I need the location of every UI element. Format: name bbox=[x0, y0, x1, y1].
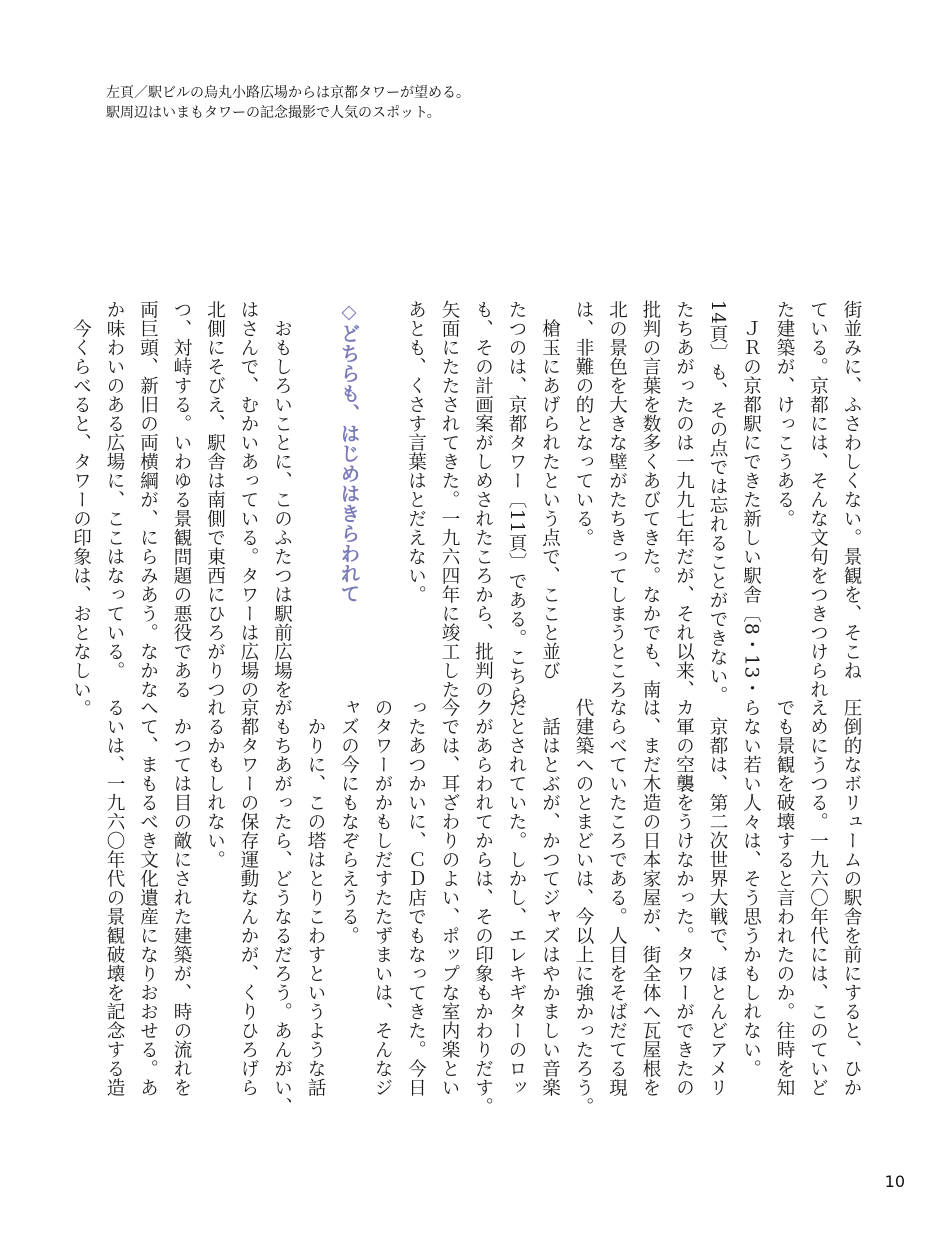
text-column: おもしろいことに、このふたつは駅前広場を bbox=[271, 318, 293, 699]
text-column: たちあがったのは一九九七年だが、それ以来、 bbox=[673, 300, 695, 699]
text-column: ている。京都には、そんな文句をつきつけられ bbox=[807, 300, 829, 699]
text-column: 矢面にたたされてきた。一九六四年に竣工した bbox=[439, 300, 460, 699]
caption-line: 左頁／駅ビルの烏丸小路広場からは京都タワーが望める。 bbox=[106, 85, 470, 101]
text-column: 北側にそびえ、駅舎は南側で東西にひろがりつ bbox=[204, 300, 226, 699]
text-column: 街並みに、ふさわしくない。景観を、そこね bbox=[841, 300, 862, 680]
text-column: るいは、一九六〇年代の景観破壊を記念する造 bbox=[104, 698, 125, 1097]
text-column: らない若い人々は、そう思うかもしれない。 bbox=[740, 698, 762, 1078]
text-column: のタワーがかもしだすたたずまいは、そんなジ bbox=[372, 698, 393, 1097]
text-column: クがあらわれてからは、その印象もかわりだす。 bbox=[472, 698, 494, 1116]
text-column: 代建築へのとまどいは、今以上に強かったろう。 bbox=[573, 698, 594, 1116]
text-column: 話はとぶが、かつてジャズはやかましい音楽 bbox=[539, 716, 561, 1097]
text-column: 両巨頭、新旧の両横綱が、にらみあう。なかな bbox=[137, 300, 159, 699]
text-column: 京都は、第二次世界大戦で、ほとんどアメリ bbox=[707, 716, 728, 1097]
photo-caption bbox=[106, 83, 806, 123]
text-column: 今くらべると、タワーの印象は、おとなしい。 bbox=[70, 318, 92, 718]
caption-line: 駅周辺はいまもタワーの記念撮影で人気のスポット。 bbox=[106, 105, 441, 121]
text-column: ＪＲの京都駅にできた新しい駅舎〔8・13・ bbox=[740, 318, 762, 698]
section-heading: ◇どちらも、はじめはきらわれて bbox=[337, 300, 361, 604]
text-column: は、まだ木造の日本家屋が、街全体へ瓦屋根を bbox=[640, 698, 661, 1097]
text-column: つ、対峙する。いわゆる景観問題の悪役である bbox=[171, 300, 192, 699]
text-column: 北の景色を大きな壁がたちきってしまうところ bbox=[606, 300, 628, 699]
body-text-lower-block bbox=[98, 698, 868, 1128]
body-text-upper-block bbox=[70, 300, 868, 718]
text-column: 今では、耳ざわりのよい、ポップな室内楽とい bbox=[439, 698, 460, 1097]
text-column: はさんで、むかいあっている。タワーは広場の bbox=[238, 300, 259, 699]
text-column: がもちあがったら、どうなるだろう。あんがい、 bbox=[271, 698, 293, 1116]
text-column: は、非難の的となっている。 bbox=[573, 300, 594, 547]
text-column: ャズの今にもなぞらえうる。 bbox=[338, 698, 360, 945]
text-column: でも景観を破壊すると言われたのか。往時を知 bbox=[774, 698, 795, 1097]
text-column: 14頁〕も、その点では忘れることができない。 bbox=[707, 300, 728, 705]
page-number: 10 bbox=[884, 1172, 905, 1191]
text-column: あとも、くさす言葉はとだえない。 bbox=[405, 300, 427, 604]
text-column: 槍玉にあげられたという点で、ここと並び bbox=[539, 318, 561, 680]
text-column: ならべていたころである。人目をそばだてる現 bbox=[606, 698, 628, 1097]
text-column bbox=[366, 300, 400, 680]
text-column: 批判の言葉を数多くあびてきた。なかでも、南 bbox=[640, 300, 661, 699]
text-column: ったあつかいに、ＣＤ店でもなってきた。今日 bbox=[405, 698, 427, 1097]
text-column: たつのは、京都タワー〔11頁〕である。こちら bbox=[506, 300, 527, 705]
text-column bbox=[299, 300, 333, 680]
text-column: だとされていた。しかし、エレキギターのロッ bbox=[506, 698, 527, 1097]
text-column: も、その計画案がしめされたころから、批判の bbox=[472, 300, 494, 699]
text-column: かつては目の敵にされた建築が、時の流れを bbox=[171, 716, 192, 1097]
text-column: カ軍の空襲をうけなかった。タワーができたの bbox=[673, 698, 695, 1097]
text-column: 圧倒的なボリュームの駅舎を前にすると、ひか bbox=[841, 698, 862, 1097]
text-column: えめにうつる。一九六〇年代には、このていど bbox=[807, 698, 829, 1097]
text-column: かりに、この塔はとりこわすというような話 bbox=[305, 716, 326, 1097]
text-column: 京都タワーの保存運動なんかが、くりひろげら bbox=[238, 698, 259, 1097]
text-column: か味わいのある広場に、ここはなっている。 bbox=[104, 300, 125, 680]
text-column: れるかもしれない。 bbox=[204, 698, 226, 869]
text-column: へて、まもるべき文化遺産になりおおせる。あ bbox=[137, 698, 159, 1097]
text-column: た建築が、けっこうある。 bbox=[774, 300, 795, 528]
